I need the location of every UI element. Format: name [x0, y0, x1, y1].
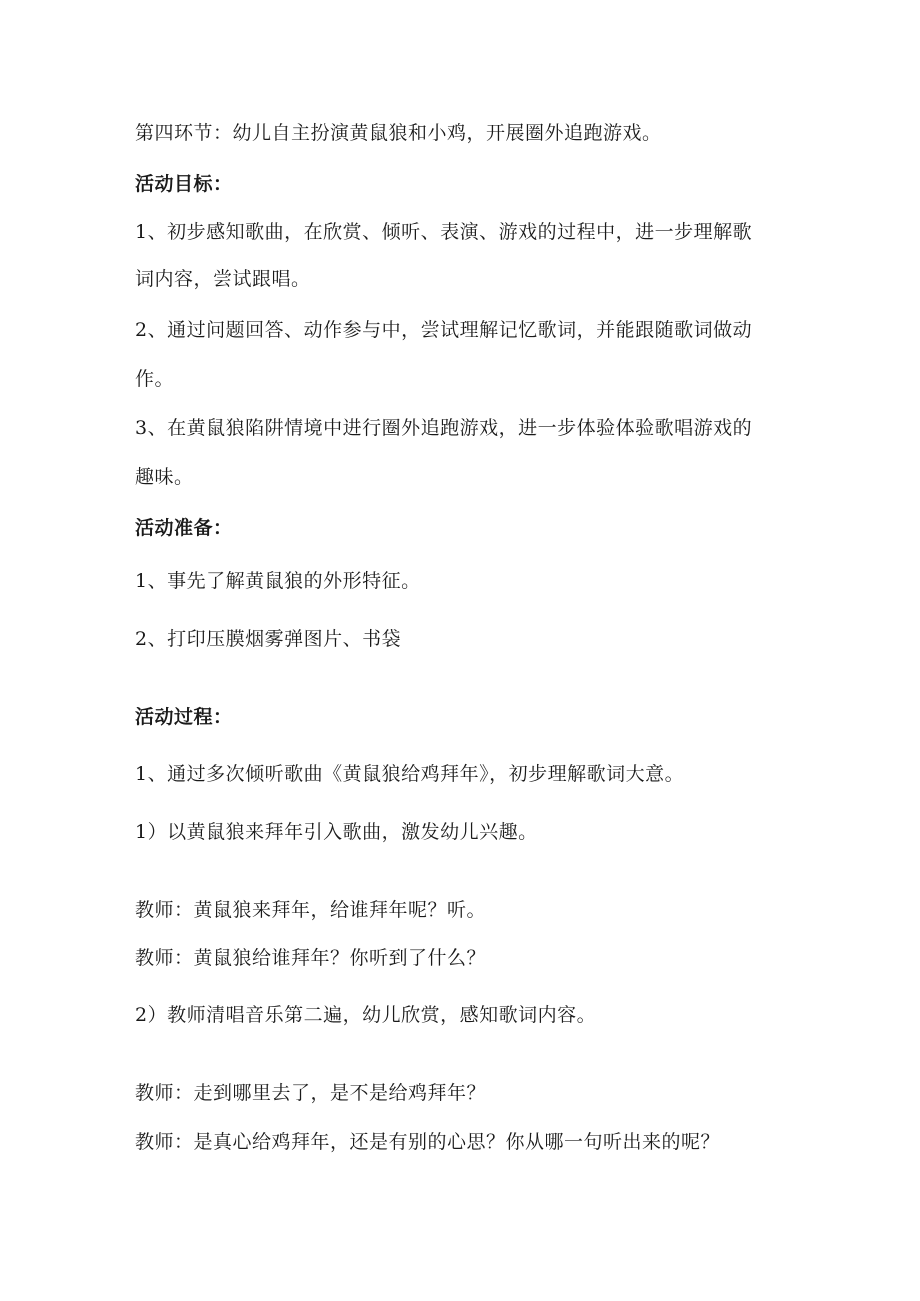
- prep-heading: 活动准备：: [135, 517, 233, 539]
- intro-paragraph: 第四环节：幼儿自主扮演黄鼠狼和小鸡，开展圈外追跑游戏。: [135, 122, 662, 144]
- process-heading: 活动过程：: [135, 706, 233, 728]
- process-step-1: 1、通过多次倾听歌曲《黄鼠狼给鸡拜年》，初步理解歌词大意。: [135, 763, 685, 785]
- goal-1-line-1: 1、初步感知歌曲，在欣赏、倾听、表演、游戏的过程中，进一步理解歌: [135, 221, 753, 243]
- goal-3-line-1: 3、在黄鼠狼陷阱情境中进行圈外追跑游戏，进一步体验体验歌唱游戏的: [135, 417, 753, 439]
- prep-item-2: 2、打印压膜烟雾弹图片、书袋: [135, 628, 402, 650]
- teacher-question-3: 教师：走到哪里去了，是不是给鸡拜年？: [135, 1082, 487, 1104]
- prep-item-1: 1、事先了解黄鼠狼的外形特征。: [135, 570, 421, 592]
- goal-1-line-2: 词内容，尝试跟唱。: [135, 268, 311, 290]
- goal-2-line-1: 2、通过问题回答、动作参与中，尝试理解记忆歌词，并能跟随歌词做动: [135, 319, 753, 341]
- goal-3-line-2: 趣味。: [135, 466, 194, 488]
- teacher-question-1: 教师：黄鼠狼来拜年，给谁拜年呢？听。: [135, 899, 487, 921]
- process-substep-2: 2）教师清唱音乐第二遍，幼儿欣赏，感知歌词内容。: [135, 1004, 597, 1026]
- goals-heading: 活动目标：: [135, 173, 233, 195]
- goal-2-line-2: 作。: [135, 368, 175, 390]
- teacher-question-4: 教师：是真心给鸡拜年，还是有别的心思？你从哪一句听出来的呢？: [135, 1131, 721, 1153]
- teacher-question-2: 教师：黄鼠狼给谁拜年？你听到了什么？: [135, 947, 487, 969]
- process-substep-1: 1）以黄鼠狼来拜年引入歌曲，激发幼儿兴趣。: [135, 821, 538, 843]
